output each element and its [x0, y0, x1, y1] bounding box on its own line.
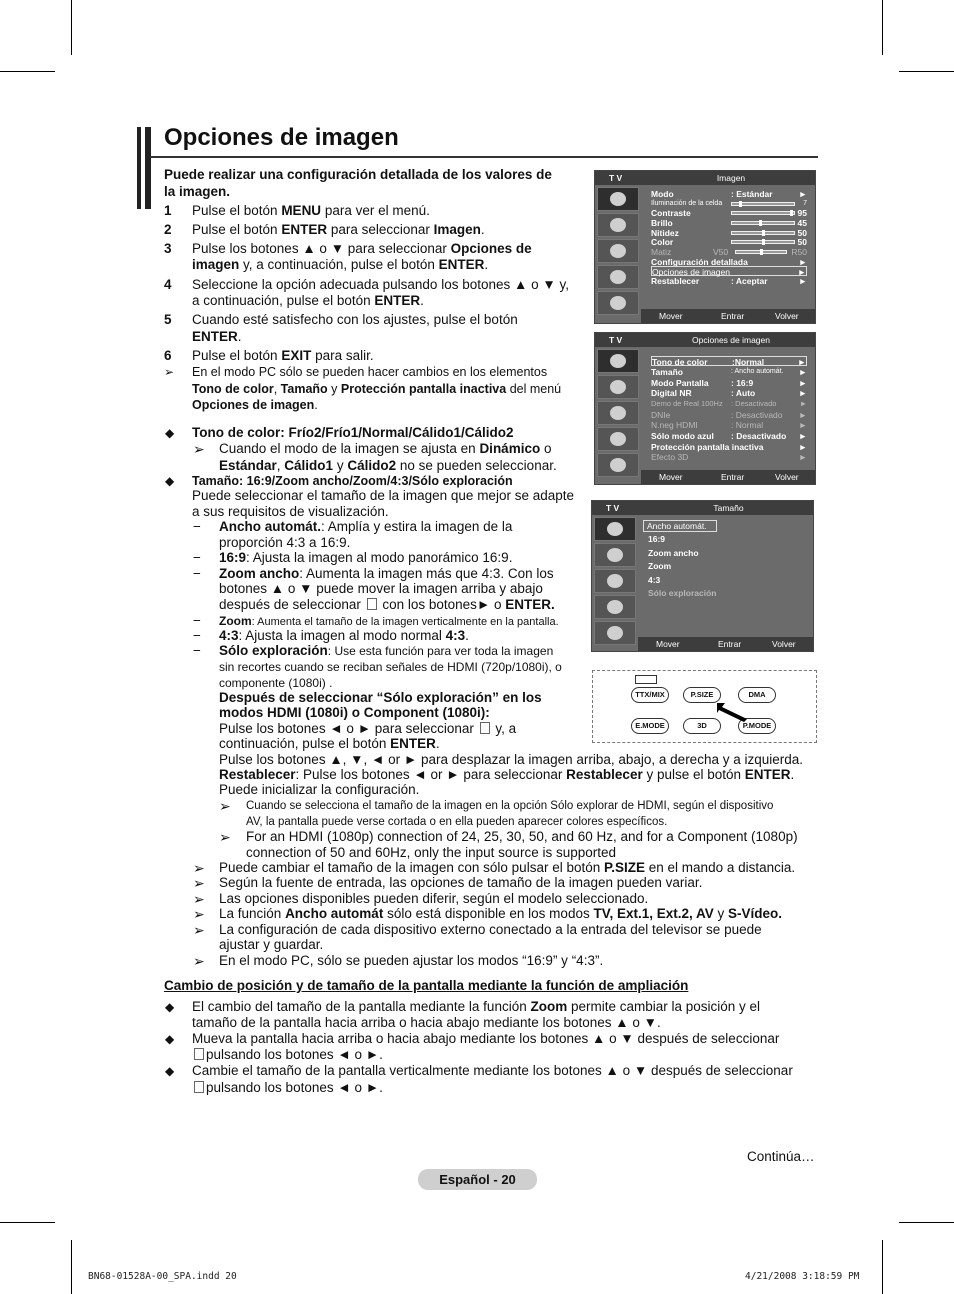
osd-footer: Mover Entrar Volver: [641, 309, 815, 323]
sound-icon[interactable]: [597, 375, 639, 399]
zoom-move-icon: [194, 1048, 204, 1060]
osd-sidebar: [594, 517, 636, 647]
body-text: tamaño de la pantalla hacia arriba o hacia abajo mediante los botones ▲ o ▼.: [192, 1015, 661, 1030]
title-bar: [145, 127, 151, 209]
continue-label: Continúa…: [747, 1149, 815, 1164]
body-text: continuación, pulse el botón ENTER.: [219, 736, 440, 751]
slider[interactable]: [735, 250, 787, 254]
body-text: pulsando los botones ◄ o ►.: [192, 1080, 383, 1096]
picture-icon[interactable]: [597, 349, 639, 373]
print-slug: 4/21/2008 3:18:59 PM: [745, 1271, 860, 1282]
step-text: imagen y, a continuación, pulse el botón ENTER.: [192, 257, 489, 272]
body-text: Zoom: Aumenta el tamaño de la imagen verticalmente en la pantalla.: [219, 614, 559, 628]
setup-icon[interactable]: [597, 427, 639, 451]
crop-mark: [882, 1240, 883, 1294]
osd-row[interactable]: Modo Pantalla : 16:9 ►: [651, 378, 807, 388]
dash: −: [193, 566, 201, 581]
osd-tv-label: T V: [609, 335, 623, 345]
note-arrow-icon: ➢: [193, 860, 205, 876]
print-slug: BN68-01528A-00_SPA.indd 20: [88, 1271, 237, 1282]
osd-row-restablecer[interactable]: Restablecer : Aceptar ►: [651, 276, 807, 286]
body-text: botones ▲ o ▼ puede mover la imagen arriba y abajo: [219, 581, 543, 596]
crop-mark: [71, 0, 72, 55]
section-heading: Tono de color: Frío2/Frío1/Normal/Cálido1/Cálido2: [192, 425, 514, 440]
channel-icon[interactable]: [597, 239, 639, 263]
osd-row[interactable]: Tamaño : Ancho automát. ►: [651, 367, 807, 377]
body-text: Sólo exploración: Use esta función para ver toda la imagen: [219, 643, 554, 658]
osd-footer: Mover Entrar Volver: [638, 637, 813, 651]
body-text: Zoom ancho: Aumenta la imagen más que 4:3. Con los: [219, 566, 554, 581]
dash: −: [193, 613, 201, 628]
crop-mark: [0, 71, 55, 72]
osd-row-nitidez[interactable]: Nitidez 50: [651, 228, 807, 238]
body-text: modos HDMI (1080i) o Component (1080i):: [219, 705, 490, 720]
setup-icon[interactable]: [594, 595, 636, 619]
dash: −: [193, 628, 201, 643]
body-text: Mueva la pantalla hacia arriba o hacia abajo mediante los botones ▲ o ▼ después de seleccionar: [192, 1031, 780, 1046]
section-heading: Cambio de posición y de tamaño de la pantalla mediante la función de ampliación: [164, 978, 689, 993]
sound-icon[interactable]: [594, 543, 636, 567]
step-number: 5: [164, 312, 172, 327]
osd-title: Opciones de imagen: [692, 335, 770, 345]
osd-sidebar: [597, 187, 639, 317]
note-arrow-icon: ➢: [193, 953, 205, 969]
crop-mark: [71, 1240, 72, 1294]
slider[interactable]: [731, 211, 795, 215]
step-text: Pulse el botón MENU para ver el menú.: [192, 203, 430, 218]
sound-icon[interactable]: [597, 213, 639, 237]
osd-size-option[interactable]: Zoom: [648, 561, 672, 571]
osd-title: Imagen: [716, 173, 746, 183]
note-arrow-icon: ➢: [193, 875, 205, 891]
picture-icon[interactable]: [594, 517, 636, 541]
body-text: El cambio del tamaño de la pantalla mediante la función Zoom permite cambiar la posición y el: [192, 999, 761, 1014]
body-text: Pulse los botones ◄ o ► para seleccionar y, a: [219, 721, 517, 736]
note-text: ajustar y guardar.: [219, 937, 324, 952]
note-arrow-icon: ➢: [193, 441, 205, 457]
note-arrow-icon: ➢: [193, 891, 205, 907]
zoom-size-icon: [194, 1081, 204, 1093]
note-arrow-icon: ➢: [193, 922, 205, 938]
osd-tv-label: T V: [606, 503, 620, 513]
body-text: Ancho automát.: Amplía y estira la imagen de la: [219, 519, 513, 534]
osd-row-color[interactable]: Color 50: [651, 237, 807, 247]
psize-button[interactable]: P.SIZE: [683, 687, 721, 703]
step-number: 1: [164, 203, 172, 218]
body-text: Puede inicializar la configuración.: [219, 782, 420, 797]
osd-row-iluminacion[interactable]: Iluminación de la celda 7: [651, 200, 807, 207]
pointer-arrow-icon: [713, 699, 753, 723]
note-text: Puede cambiar el tamaño de la imagen con sólo pulsar el botón P.SIZE en el mando a distancia.: [219, 860, 796, 875]
body-text: después de seleccionar con los botones► o ENTER.: [219, 597, 555, 612]
dash: −: [193, 550, 201, 565]
osd-footer: Mover Entrar Volver: [641, 470, 815, 484]
page-title: Opciones de imagen: [164, 124, 399, 151]
osd-menu-tamano: [591, 500, 814, 652]
crop-mark: [899, 1222, 954, 1223]
note-text: Cuando se selecciona el tamaño de la imagen en la opción Sólo explorar de HDMI, según el dispositivo: [246, 800, 774, 812]
dma-button[interactable]: DMA: [738, 687, 776, 703]
body-text: componente (1080i) .: [219, 676, 333, 690]
dash: −: [193, 643, 201, 658]
crop-mark: [0, 1222, 55, 1223]
diamond-bullet-icon: ◆: [165, 1032, 175, 1046]
body-text: sin recortes cuando se reciban señales de HDMI (720p/1080i), o: [219, 660, 562, 674]
note-text: La función Ancho automát sólo está disponible en los modos TV, Ext.1, Ext.2, AV y S-Vídeo.: [219, 906, 783, 921]
note-text: En el modo PC sólo se pueden hacer cambios en los elementos: [192, 365, 548, 379]
crop-mark: [882, 0, 883, 55]
osd-size-option[interactable]: 4:3: [648, 575, 661, 585]
osd-row-matiz[interactable]: Matiz V50 R50: [651, 247, 807, 257]
pmode-button[interactable]: P.MODE: [738, 718, 776, 734]
input-icon[interactable]: [597, 453, 639, 477]
slider[interactable]: [731, 221, 795, 225]
note-text: Estándar, Cálido1 y Cálido2 no se pueden seleccionar.: [219, 458, 557, 473]
osd-row-modo[interactable]: Modo : Estándar ►: [651, 189, 807, 199]
body-text: a sus requisitos de visualización.: [192, 504, 389, 519]
osd-row[interactable]: Tono de color :Normal ►: [652, 357, 806, 367]
osd-sidebar: [597, 349, 639, 479]
osd-size-option[interactable]: Sólo exploración: [648, 588, 717, 598]
osd-row-brillo[interactable]: Brillo 45: [651, 218, 807, 228]
emode-button[interactable]: E.MODE: [631, 718, 669, 734]
crop-mark: [899, 71, 954, 72]
note-text: Las opciones disponibles pueden diferir, según el modelo seleccionado.: [219, 891, 649, 906]
osd-row[interactable]: DNIe : Desactivado ►: [651, 410, 807, 420]
body-text: pulsando los botones ◄ o ►.: [192, 1047, 383, 1063]
osd-size-option[interactable]: Zoom ancho: [648, 548, 699, 558]
body-text: 4:3: Ajusta la imagen al modo normal 4:3.: [219, 628, 469, 643]
note-text: Según la fuente de entrada, las opciones de tamaño de la imagen pueden variar.: [219, 875, 703, 890]
input-icon[interactable]: [594, 621, 636, 645]
step-number: 6: [164, 348, 172, 363]
note-text: La configuración de cada dispositivo externo conectado a la entrada del televisor se puede: [219, 922, 762, 937]
note-arrow-icon: ➢: [164, 365, 175, 379]
note-text: Cuando el modo de la imagen se ajusta en Dinámico o: [219, 441, 552, 456]
osd-header: [595, 171, 815, 185]
setup-icon[interactable]: [597, 265, 639, 289]
osd-row-config[interactable]: Configuración detallada ►: [651, 257, 807, 267]
note-text: En el modo PC, sólo se pueden ajustar los modos “16:9” y “4:3”.: [219, 953, 604, 968]
zoom-position-icon: [367, 598, 377, 610]
osd-row[interactable]: Protección pantalla inactiva ►: [651, 442, 807, 452]
osd-tv-label: T V: [609, 173, 623, 183]
osd-row[interactable]: N.neg HDMI : Normal ►: [651, 420, 807, 430]
3d-button[interactable]: 3D: [683, 718, 721, 734]
diamond-bullet-icon: ◆: [165, 474, 175, 488]
note-text: For an HDMI (1080p) connection of 24, 25, 30, 50, and 60 Hz, and for a Component (1080p): [246, 829, 798, 844]
slider[interactable]: [731, 231, 795, 235]
step-number: 3: [164, 241, 172, 256]
body-text: Después de seleccionar “Sólo exploración” en los: [219, 690, 542, 705]
title-rule: [150, 156, 818, 158]
note-text: connection of 50 and 60Hz, only the input source is supported: [246, 845, 616, 860]
osd-menu-opciones: [594, 332, 816, 485]
note-text: AV, la pantalla puede verse cortada o en ella pueden aparecer colores específicos.: [246, 816, 668, 828]
channel-icon[interactable]: [597, 401, 639, 425]
body-text: Restablecer: Pulse los botones ◄ or ► para seleccionar Restablecer y pulse el botón ENTER.: [219, 767, 795, 782]
step-number: 4: [164, 277, 172, 292]
input-icon[interactable]: [597, 291, 639, 315]
slider[interactable]: [731, 240, 795, 244]
intro-text: la imagen.: [164, 184, 231, 199]
osd-row[interactable]: Demo de Real 100Hz : Desactivado ►: [651, 399, 807, 408]
osd-row[interactable]: Digital NR : Auto ►: [651, 388, 807, 398]
picture-icon[interactable]: [597, 187, 639, 211]
step-text: Pulse el botón ENTER para seleccionar Imagen.: [192, 222, 485, 237]
section-heading: Tamaño: 16:9/Zoom ancho/Zoom/4:3/Sólo exploración: [192, 474, 513, 488]
step-text: Pulse el botón EXIT para salir.: [192, 348, 374, 363]
title-bar: [137, 127, 141, 209]
body-text: proporción 4:3 a 16:9.: [219, 535, 351, 550]
diamond-bullet-icon: ◆: [165, 426, 175, 440]
osd-menu-imagen: [594, 170, 816, 324]
step-number: 2: [164, 222, 172, 237]
osd-row-contraste[interactable]: Contraste 95: [651, 208, 807, 218]
note-arrow-icon: ➢: [219, 829, 231, 845]
ttx-mix-button[interactable]: TTX/MIX: [631, 687, 669, 703]
step-text: Cuando esté satisfecho con los ajustes, pulse el botón: [192, 312, 518, 327]
osd-size-option[interactable]: 16:9: [648, 534, 666, 544]
note-arrow-icon: ➢: [193, 906, 205, 922]
osd-title: Tamaño: [713, 503, 744, 513]
osd-size-option[interactable]: Ancho automát.: [643, 520, 717, 532]
step-text: a continuación, pulse el botón ENTER.: [192, 293, 424, 308]
diamond-bullet-icon: ◆: [165, 1064, 175, 1078]
body-text: 16:9: Ajusta la imagen al modo panorámico 16:9.: [219, 550, 513, 565]
osd-row[interactable]: Efecto 3D ►: [651, 452, 807, 462]
step-text: Pulse los botones ▲ o ▼ para seleccionar Opciones de: [192, 241, 532, 256]
osd-header: [595, 333, 815, 347]
osd-row-opciones[interactable]: Opciones de imagen ►: [652, 267, 806, 277]
ttx-icon: [635, 675, 657, 684]
page-number-badge: Español - 20: [418, 1169, 537, 1190]
note-text: Opciones de imagen.: [192, 398, 318, 412]
step-text: ENTER.: [192, 329, 242, 344]
osd-header: [592, 501, 813, 515]
slider[interactable]: [731, 202, 795, 206]
dash: −: [193, 519, 201, 534]
diamond-bullet-icon: ◆: [165, 1000, 175, 1014]
step-text: Seleccione la opción adecuada pulsando los botones ▲ o ▼ y,: [192, 277, 569, 292]
note-text: Tono de color, Tamaño y Protección pantalla inactiva del menú: [192, 382, 562, 396]
zoom-position-icon: [480, 722, 490, 734]
intro-text: Puede realizar una configuración detallada de los valores de: [164, 167, 552, 182]
channel-icon[interactable]: [594, 569, 636, 593]
body-text: Puede seleccionar el tamaño de la imagen que mejor se adapte: [192, 488, 574, 503]
osd-row[interactable]: Sólo modo azul : Desactivado ►: [651, 431, 807, 441]
body-text: Pulse los botones ▲, ▼, ◄ or ► para desplazar la imagen arriba, abajo, a derecha y a izquierda.: [219, 752, 804, 767]
note-arrow-icon: ➢: [219, 798, 231, 814]
remote-control: [592, 670, 817, 743]
body-text: Cambie el tamaño de la pantalla verticalmente mediante los botones ▲ o ▼ después de seleccionar: [192, 1063, 793, 1078]
